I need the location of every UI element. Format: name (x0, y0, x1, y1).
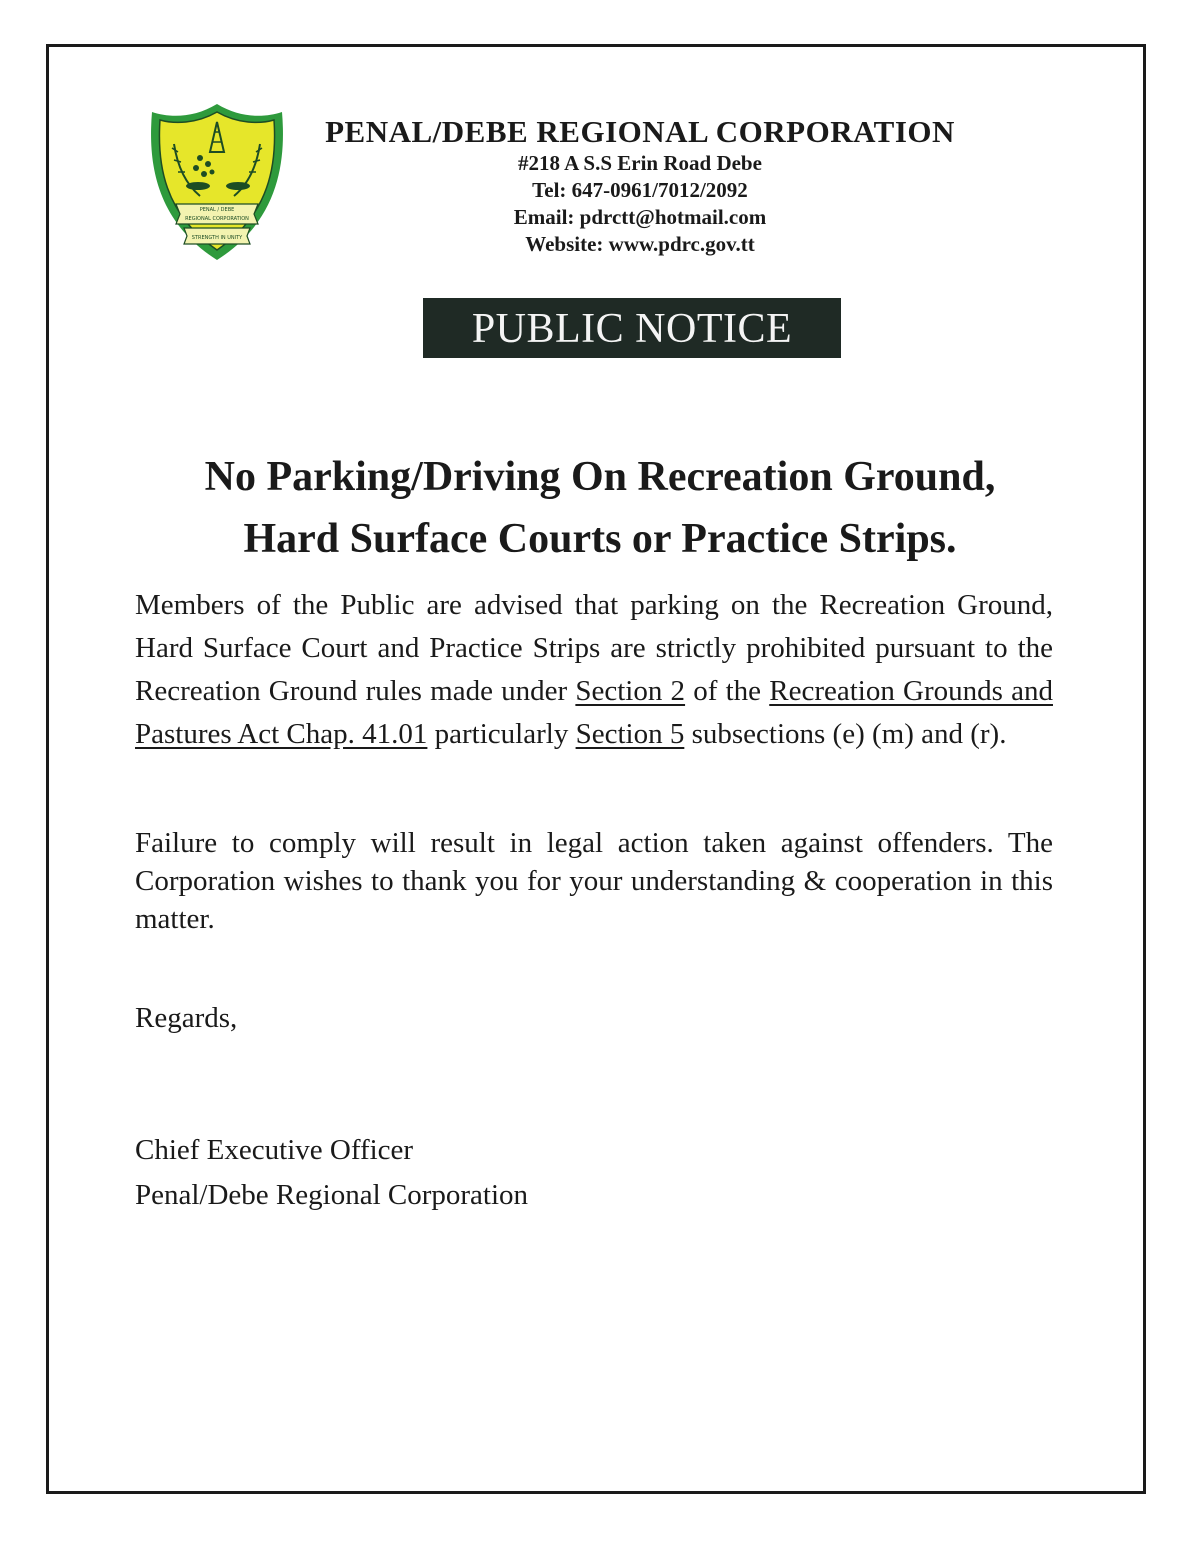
act-reference: Recreation Grounds and Pastures Act Chap. 41.01 (135, 675, 1053, 750)
signatory-title: Chief Executive Officer (135, 1134, 414, 1166)
svg-text:PENAL / DEBE: PENAL / DEBE (199, 207, 235, 213)
paragraph-text: Members of the Public are advised that parking on the Recreation Ground, Hard Surface Court and Practice Strips are strictly prohibited pursuant to the Recreation Ground rules made under (135, 589, 1053, 707)
section-5-reference: Section 5 (575, 718, 685, 750)
address: #218 A S.S Erin Road Debe (518, 151, 762, 175)
headline-line-1: No Parking/Driving On Recreation Ground, (204, 454, 996, 500)
paragraph-text: of the (685, 675, 770, 707)
organization-name: PENAL/DEBE REGIONAL CORPORATION (325, 114, 955, 149)
headline-line-2: Hard Surface Courts or Practice Strips. (243, 516, 957, 562)
regards-line: Regards, (135, 1002, 238, 1034)
letterhead (300, 114, 980, 258)
section-2-reference: Section 2 (575, 675, 686, 707)
regional-corporation-crest-icon (148, 100, 286, 264)
website: Website: www.pdrc.gov.tt (525, 232, 755, 256)
telephone: Tel: 647-0961/7012/2092 (532, 178, 748, 202)
paragraph-text: particularly (427, 718, 576, 750)
svg-text:REGIONAL CORPORATION: REGIONAL CORPORATION (185, 216, 249, 222)
notice-paragraph-2: Failure to comply will result in legal action taken against offenders. The Corporation wishes to thank you for your understanding & cooperation in this matter. (135, 827, 1053, 935)
email: Email: pdrctt@hotmail.com (513, 205, 767, 229)
public-notice-banner: PUBLIC NOTICE (423, 298, 841, 358)
notice-paragraph-1 (135, 584, 1053, 756)
notice-headline (100, 446, 1100, 570)
signatory-organization: Penal/Debe Regional Corporation (135, 1179, 529, 1211)
signature-block (135, 1128, 528, 1218)
svg-text:STRENGTH IN UNITY: STRENGTH IN UNITY (191, 235, 243, 241)
paragraph-text: subsections (e) (m) and (r). (684, 718, 1007, 750)
